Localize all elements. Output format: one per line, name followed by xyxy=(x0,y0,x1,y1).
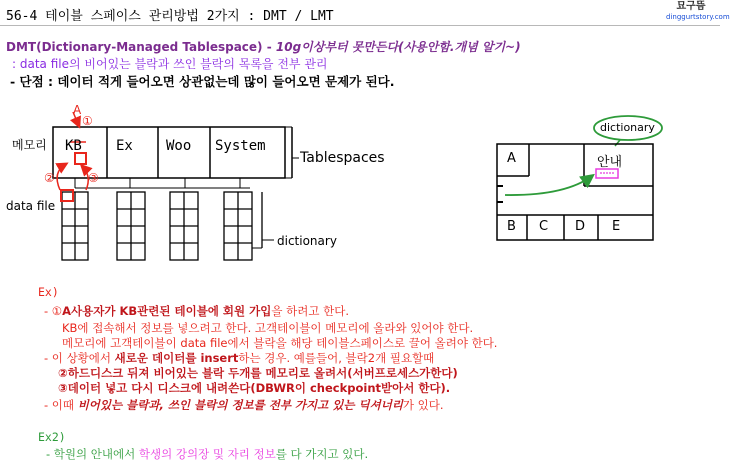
ex1-line-segment: ③데이터 넣고 다시 디스크에 내려쓴다(DBWR이 checkpoint받아서 한다). xyxy=(58,381,451,395)
marker-3: ③ xyxy=(88,171,99,185)
datafile-label: data file xyxy=(6,199,56,213)
ex1-line-segment: 을 하려고 한다. xyxy=(271,304,349,318)
room-b: B xyxy=(507,219,516,234)
ex2-line-segment: 학생의 강의장 및 자리 정보 xyxy=(138,447,276,461)
guide-label: 안내 xyxy=(597,155,623,170)
tablespace-cell-ex: Ex xyxy=(116,138,133,154)
dmt-description: : data file의 비어있는 블락과 쓰인 블락의 목록을 전부 관리 xyxy=(12,57,328,71)
ex1-line-segment: 하는 경우. 예를들어, 블락2개 필요할때 xyxy=(238,351,435,365)
marker-2: ② xyxy=(44,171,55,185)
ex2-line-segment: 를 다 가지고 있다. xyxy=(275,447,369,461)
logo-top-text: 묘구뜸 xyxy=(676,1,706,12)
page-title: 56-4 테이블 스페이스 관리방법 2가지 : DMT / LMT xyxy=(6,9,334,24)
datafile-column-1 xyxy=(62,192,88,260)
logo-url-text: dinggurtstory.com xyxy=(666,13,730,21)
ex1-title: Ex) xyxy=(38,285,59,299)
ex1-line xyxy=(44,303,349,319)
ex1-line-segment: - 이때 xyxy=(44,398,78,412)
dictionary-label: dictionary xyxy=(277,234,337,248)
room-a: A xyxy=(507,151,516,166)
memory-label: 메모리 xyxy=(12,138,47,152)
ex1-line-segment: 새로운 데이터를 insert xyxy=(114,351,239,365)
ex1-line-segment: - 이 상황에서 xyxy=(44,351,115,365)
ex1-line xyxy=(62,335,497,351)
dmt-heading-note: 10g이상부터 못만든다(사용안함.개념 알기~) xyxy=(275,40,521,54)
datafile-column-3 xyxy=(170,192,198,260)
ex1-line xyxy=(62,320,473,336)
right-dictionary-label: dictionary xyxy=(600,121,655,134)
marker-1: ① xyxy=(82,114,93,128)
datafile-column-2 xyxy=(117,192,145,260)
ex1-line-segment: - ① xyxy=(44,304,63,318)
ex1-line-segment: KB에 접속해서 정보를 넣으려고 한다. 고객테이블이 메모리에 올라와 있어야 한다. xyxy=(62,321,474,335)
ex2-line-segment: - 학원의 안내에서 xyxy=(46,447,139,461)
ex1-line-segment: 메모리에 고객테이블이 data file에서 블락을 해당 테이블스페이스로 끌어 올려야 한다. xyxy=(62,336,498,350)
marker-a: A xyxy=(73,103,82,117)
tablespace-cell-woo: Woo xyxy=(166,138,192,154)
ex2-line xyxy=(46,446,368,462)
tablespace-cell-kb: KB xyxy=(65,138,82,154)
ex1-line xyxy=(44,350,434,366)
room-d: D xyxy=(575,219,586,234)
room-e: E xyxy=(612,219,621,234)
ex1-line-segment: A사용자가 KB관련된 테이블에 회원 가입 xyxy=(62,304,272,318)
ex1-line xyxy=(58,380,450,396)
ex1-line xyxy=(58,365,458,381)
ex1-line-segment: 가 있다. xyxy=(402,398,444,412)
dmt-heading-prefix: DMT(Dictionary-Managed Tablespace) - xyxy=(6,40,276,54)
tablespaces-label: Tablespaces xyxy=(300,150,385,166)
ex1-line xyxy=(44,397,444,413)
dmt-drawback: - 단점 : 데이터 적게 들어오면 상관없는데 많이 들어오면 문제가 된다. xyxy=(10,74,395,89)
ex1-line-segment: 비어있는 블락과, 쓰인 블락의 정보를 전부 가지고 있는 딕셔너리 xyxy=(77,398,403,412)
tablespace-cell-system: System xyxy=(215,138,266,154)
room-c: C xyxy=(539,219,549,234)
memory-block-highlight xyxy=(75,153,86,164)
datafile-column-4 xyxy=(224,192,252,260)
ex2-title: Ex2) xyxy=(38,430,66,444)
ex1-line-segment: ②하드디스크 뒤져 비어있는 블락 두개를 메모리로 올려서(서버프로세스가한다) xyxy=(58,366,458,380)
